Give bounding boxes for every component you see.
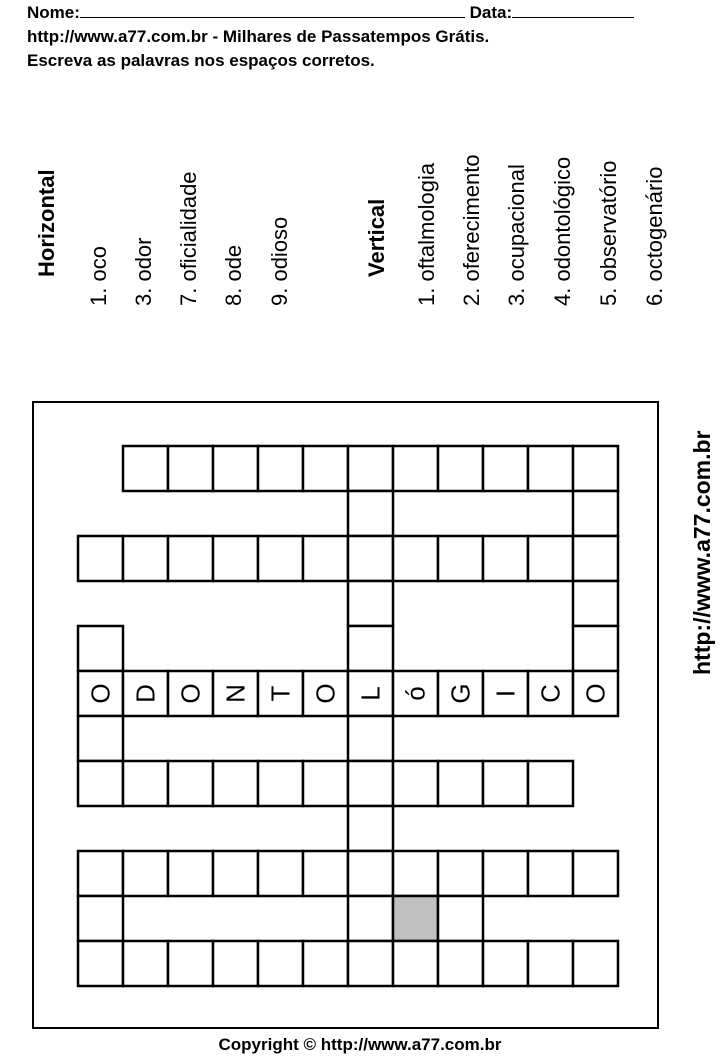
clue-h-1: 1. oco xyxy=(86,246,111,306)
crossword-cell[interactable] xyxy=(393,761,438,806)
crossword-letter: D xyxy=(130,684,161,703)
crossword-cell[interactable] xyxy=(168,851,213,896)
crossword-cell[interactable] xyxy=(348,896,393,941)
crossword-cell[interactable] xyxy=(438,896,483,941)
crossword-cell[interactable] xyxy=(348,806,393,851)
crossword-cell[interactable] xyxy=(483,446,528,491)
crossword-cell[interactable] xyxy=(303,671,348,716)
data-field[interactable] xyxy=(512,3,634,18)
crossword-cell[interactable] xyxy=(528,671,573,716)
crossword-cell[interactable] xyxy=(123,941,168,986)
crossword-letter: G xyxy=(445,683,476,704)
crossword-cell[interactable] xyxy=(348,536,393,581)
crossword-cell[interactable] xyxy=(168,761,213,806)
crossword-cell[interactable] xyxy=(78,626,123,671)
crossword-cell[interactable] xyxy=(258,851,303,896)
crossword-cell[interactable] xyxy=(393,896,438,941)
crossword-cell[interactable] xyxy=(438,536,483,581)
crossword-letter: N xyxy=(220,684,251,703)
crossword-cell[interactable] xyxy=(573,446,618,491)
crossword-cell[interactable] xyxy=(348,446,393,491)
crossword-letter: I xyxy=(490,689,521,698)
crossword-cell[interactable] xyxy=(483,761,528,806)
crossword-cell[interactable] xyxy=(393,851,438,896)
crossword-cell[interactable] xyxy=(168,941,213,986)
crossword-cell[interactable] xyxy=(78,896,123,941)
crossword-cell[interactable] xyxy=(78,536,123,581)
crossword-cell[interactable] xyxy=(258,941,303,986)
crossword-cell[interactable] xyxy=(483,941,528,986)
crossword-cell[interactable] xyxy=(213,671,258,716)
crossword-cell[interactable] xyxy=(528,941,573,986)
crossword-cell[interactable] xyxy=(303,761,348,806)
crossword-cell[interactable] xyxy=(573,626,618,671)
crossword-cell[interactable] xyxy=(573,491,618,536)
crossword-cell[interactable] xyxy=(528,536,573,581)
nome-label: Nome: xyxy=(27,3,80,22)
crossword-cell[interactable] xyxy=(483,851,528,896)
crossword-cell[interactable] xyxy=(528,446,573,491)
horizontal-title: Horizontal xyxy=(34,169,59,277)
crossword-letter: O xyxy=(175,683,206,704)
crossword-cell[interactable] xyxy=(573,941,618,986)
crossword-cell[interactable] xyxy=(573,536,618,581)
clue-v-1: 1. oftalmologia xyxy=(414,162,439,306)
crossword-cell[interactable] xyxy=(393,671,438,716)
crossword-cell[interactable] xyxy=(168,446,213,491)
copyright-footer: Copyright © http://www.a77.com.br xyxy=(218,1035,502,1054)
crossword-cell[interactable] xyxy=(123,446,168,491)
side-url: http://www.a77.com.br xyxy=(689,430,715,675)
crossword-cell[interactable] xyxy=(348,671,393,716)
crossword-cell[interactable] xyxy=(78,761,123,806)
crossword-cell[interactable] xyxy=(528,761,573,806)
crossword-cell[interactable] xyxy=(348,941,393,986)
crossword-cell[interactable] xyxy=(438,941,483,986)
crossword-cell[interactable] xyxy=(303,941,348,986)
clue-h-8: 8. ode xyxy=(221,244,246,306)
crossword-cell[interactable] xyxy=(393,446,438,491)
crossword-letter: O xyxy=(580,683,611,704)
crossword-cell[interactable] xyxy=(573,851,618,896)
crossword-cell[interactable] xyxy=(213,941,258,986)
crossword-cell[interactable] xyxy=(258,761,303,806)
crossword-cell[interactable] xyxy=(213,851,258,896)
crossword-cell[interactable] xyxy=(168,536,213,581)
crossword-cell[interactable] xyxy=(78,941,123,986)
crossword-cell[interactable] xyxy=(258,671,303,716)
crossword-cell[interactable] xyxy=(573,581,618,626)
clue-v-4: 4. odontológico xyxy=(550,156,575,306)
crossword-cell[interactable] xyxy=(258,536,303,581)
crossword-cell[interactable] xyxy=(123,671,168,716)
crossword-cell[interactable] xyxy=(528,851,573,896)
name-date-line xyxy=(27,3,634,23)
crossword-cell[interactable] xyxy=(348,491,393,536)
data-label: Data: xyxy=(469,3,513,22)
crossword-letter: ó xyxy=(400,686,431,701)
clue-h-7: 7. oficialidade xyxy=(176,171,201,306)
crossword-cell[interactable] xyxy=(483,671,528,716)
clue-h-3: 3. odor xyxy=(131,237,156,306)
crossword-cell[interactable] xyxy=(213,761,258,806)
crossword-cell[interactable] xyxy=(348,626,393,671)
nome-field[interactable] xyxy=(80,3,465,18)
crossword-cell[interactable] xyxy=(303,536,348,581)
crossword-cell[interactable] xyxy=(348,761,393,806)
clue-v-2: 2. oferecimento xyxy=(459,154,484,306)
vertical-title: Vertical xyxy=(364,198,389,277)
crossword-cell[interactable] xyxy=(123,536,168,581)
crossword-cell[interactable] xyxy=(168,671,213,716)
crossword-cell[interactable] xyxy=(258,446,303,491)
crossword-cell[interactable] xyxy=(123,851,168,896)
crossword-cell[interactable] xyxy=(78,671,123,716)
crossword-cell[interactable] xyxy=(348,716,393,761)
clue-v-5: 5. observatório xyxy=(596,160,621,306)
clue-v-6: 6. octogenário xyxy=(642,166,667,306)
crossword-cell[interactable] xyxy=(303,446,348,491)
crossword-cell[interactable] xyxy=(303,851,348,896)
crossword-cell[interactable] xyxy=(438,671,483,716)
clue-v-3: 3. ocupacional xyxy=(504,164,529,306)
crossword-cell[interactable] xyxy=(393,941,438,986)
crossword-cell[interactable] xyxy=(213,536,258,581)
crossword-cell[interactable] xyxy=(393,536,438,581)
crossword-cell[interactable] xyxy=(123,761,168,806)
crossword-cell[interactable] xyxy=(78,716,123,761)
crossword-cell[interactable] xyxy=(348,851,393,896)
clue-h-9: 9. odioso xyxy=(267,216,292,306)
crossword-cell[interactable] xyxy=(483,536,528,581)
crossword-cell[interactable] xyxy=(348,581,393,626)
crossword-cell[interactable] xyxy=(213,446,258,491)
crossword-letter: O xyxy=(310,683,341,704)
crossword-letter: L xyxy=(355,686,386,701)
site-line: http://www.a77.com.br - Milhares de Passatempos Grátis. xyxy=(27,27,490,46)
crossword-cell[interactable] xyxy=(438,851,483,896)
instruction: Escreva as palavras nos espaços corretos. xyxy=(27,51,375,70)
crossword-cell[interactable] xyxy=(78,851,123,896)
crossword-letter: T xyxy=(265,685,296,702)
crossword-cell[interactable] xyxy=(573,671,618,716)
crossword-letter: C xyxy=(535,684,566,703)
crossword-cell[interactable] xyxy=(438,761,483,806)
crossword-cell[interactable] xyxy=(438,446,483,491)
crossword-letter: O xyxy=(85,683,116,704)
